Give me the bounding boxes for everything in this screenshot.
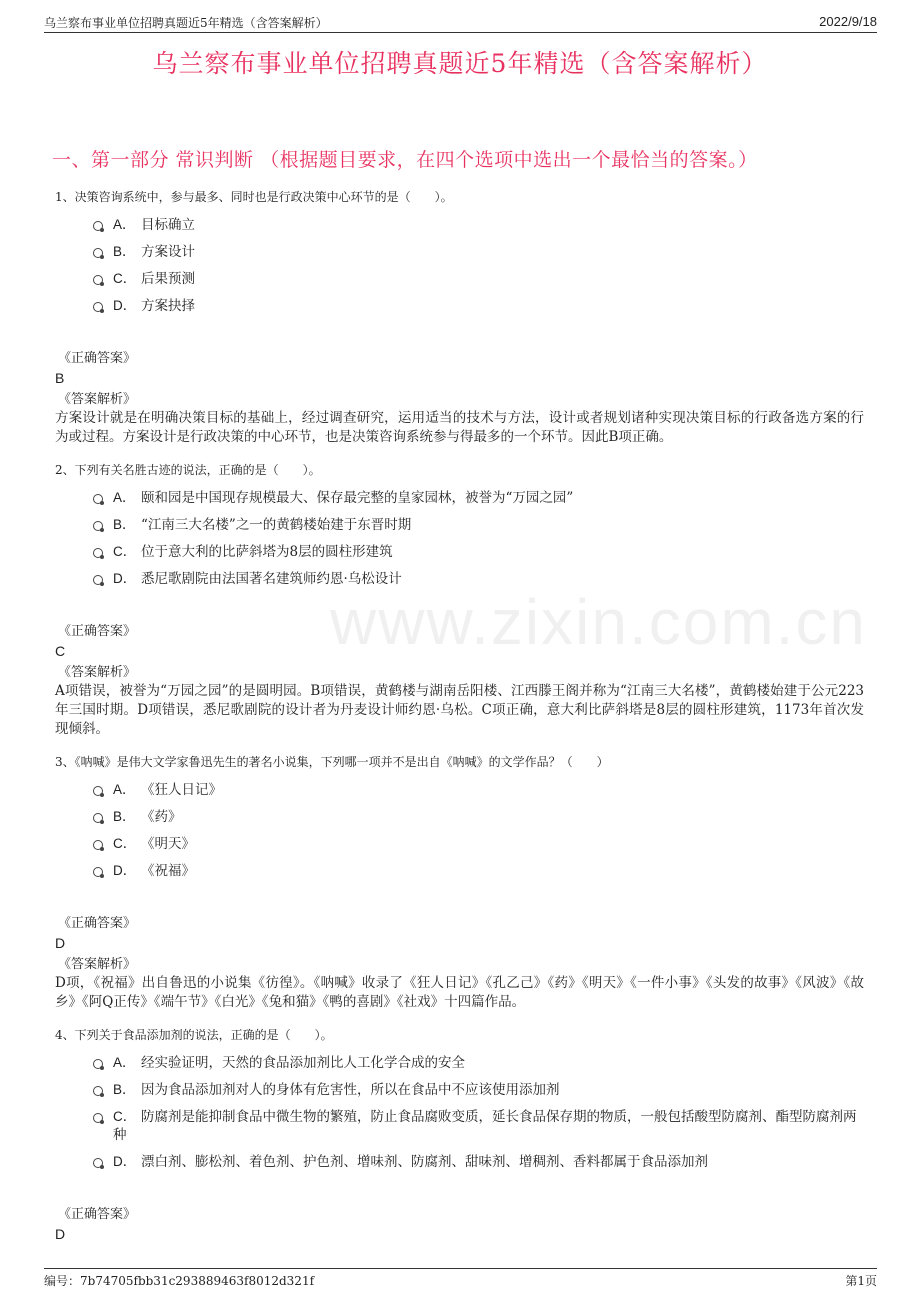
question-list [55, 188, 864, 1247]
option-d[interactable] [93, 297, 864, 315]
correct-answer-value: D [55, 1226, 66, 1242]
option-d[interactable] [93, 862, 864, 880]
question-block [55, 753, 864, 1012]
document-code [44, 1272, 314, 1289]
option-letter: B． [113, 517, 136, 532]
radio-icon[interactable] [93, 302, 103, 312]
correct-answer-value: D [55, 935, 66, 951]
option-letter: A． [113, 490, 136, 505]
explanation-text: D项，《祝福》出自鲁迅的小说集《彷徨》。《呐喊》收录了《狂人日记》《孔乙己》《药》《明天》《一件小事》《头发的故事》《风波》《故乡》《阿Q正传》《端午节》《白光》《兔和猫》《鸭的喜剧》《社戏》十四篇作品。 [55, 975, 864, 1010]
correct-answer-label: 《正确答案》 [58, 916, 137, 931]
page-header [44, 14, 877, 33]
option-text: 因为食品添加剂对人的身体有危害性，所以在食品中不应该使用添加剂 [141, 1082, 560, 1098]
question-text: 2、下列有关名胜古迹的说法，正确的是（ ）。 [55, 463, 321, 477]
explanation-label: 《答案解析》 [58, 665, 137, 680]
correct-answer-value: C [55, 643, 66, 659]
section-title: 一、第一部分 常识判断 （根据题目要求，在四个选项中选出一个最恰当的答案。） [52, 149, 758, 171]
option-text: 《狂人日记》 [141, 782, 222, 798]
option-text: 方案设计 [141, 244, 195, 260]
watermark: www.zixin.com.cn [330, 586, 867, 658]
option-letter: B． [113, 244, 136, 259]
option-a[interactable] [93, 781, 864, 799]
option-text: 防腐剂是能抑制食品中微生物的繁殖，防止食品腐败变质，延长食品保存期的物质，一般包括酸型防腐剂、酯型防腐剂两种 [113, 1109, 857, 1143]
correct-answer-label: 《正确答案》 [58, 351, 137, 366]
radio-icon[interactable] [93, 813, 103, 823]
code-label: 编号： [44, 1274, 81, 1288]
radio-icon[interactable] [93, 1086, 103, 1096]
option-letter: D． [113, 1154, 137, 1169]
radio-icon[interactable] [93, 548, 103, 558]
option-b[interactable] [93, 1081, 864, 1099]
option-letter: A． [113, 1055, 136, 1070]
option-letter: A． [113, 217, 136, 232]
option-d[interactable] [93, 1153, 864, 1171]
option-b[interactable] [93, 516, 864, 534]
option-text: “江南三大名楼”之一的黄鹤楼始建于东晋时期 [141, 517, 412, 533]
option-c[interactable] [93, 543, 864, 561]
radio-icon[interactable] [93, 494, 103, 504]
option-b[interactable] [93, 243, 864, 261]
radio-icon[interactable] [93, 840, 103, 850]
option-text: 漂白剂、膨松剂、着色剂、护色剂、增味剂、防腐剂、甜味剂、增稠剂、香料都属于食品添加剂 [141, 1154, 708, 1170]
option-list [93, 781, 864, 880]
question-block [55, 1026, 864, 1243]
option-letter: C． [113, 836, 137, 851]
option-list [93, 216, 864, 315]
radio-icon[interactable] [93, 1113, 103, 1123]
option-a[interactable] [93, 489, 864, 507]
option-text: 方案抉择 [141, 298, 195, 314]
question-block [55, 188, 864, 447]
page-footer [44, 1268, 877, 1289]
option-b[interactable] [93, 808, 864, 826]
radio-icon[interactable] [93, 1059, 103, 1069]
option-text: 经实验证明，天然的食品添加剂比人工化学合成的安全 [141, 1055, 465, 1071]
question-text: 1、决策咨询系统中，参与最多、同时也是行政决策中心环节的是（ ）。 [55, 190, 453, 204]
header-date: 2022/9/18 [819, 14, 877, 29]
option-text: 悉尼歌剧院由法国著名建筑师约恩·乌松设计 [141, 571, 402, 587]
option-letter: C． [113, 544, 137, 559]
option-c[interactable] [93, 1108, 864, 1144]
code-value: 7b74705fbb31c293889463f8012d321f [80, 1274, 315, 1288]
option-letter: C． [113, 271, 137, 286]
option-text: 后果预测 [141, 271, 195, 287]
page-number: 第1页 [845, 1274, 877, 1288]
radio-icon[interactable] [93, 221, 103, 231]
option-letter: D． [113, 298, 137, 313]
radio-icon[interactable] [93, 275, 103, 285]
option-text: 颐和园是中国现存规模最大、保存最完整的皇家园林，被誉为“万园之园” [141, 490, 574, 506]
radio-icon[interactable] [93, 786, 103, 796]
option-letter: B． [113, 809, 136, 824]
header-doc-title: 乌兰察布事业单位招聘真题近5年精选（含答案解析） [44, 16, 328, 30]
option-letter: B． [113, 1082, 136, 1097]
question-block [55, 461, 864, 739]
correct-answer-label: 《正确答案》 [58, 624, 137, 639]
option-text: 《药》 [141, 809, 182, 825]
option-a[interactable] [93, 1054, 864, 1072]
document-title: 乌兰察布事业单位招聘真题近5年精选（含答案解析） [152, 49, 768, 78]
radio-icon[interactable] [93, 575, 103, 585]
explanation-label: 《答案解析》 [58, 392, 137, 407]
option-text: 《明天》 [141, 836, 195, 852]
option-letter: D． [113, 571, 137, 586]
radio-icon[interactable] [93, 867, 103, 877]
option-c[interactable] [93, 270, 864, 288]
option-letter: D． [113, 863, 137, 878]
correct-answer-label: 《正确答案》 [58, 1207, 137, 1222]
radio-icon[interactable] [93, 521, 103, 531]
radio-icon[interactable] [93, 248, 103, 258]
option-a[interactable] [93, 216, 864, 234]
option-list [93, 489, 864, 588]
option-text: 《祝福》 [141, 863, 195, 879]
option-letter: C． [113, 1109, 137, 1124]
option-letter: A． [113, 782, 136, 797]
question-text: 4、下列关于食品添加剂的说法，正确的是（ ）。 [55, 1028, 333, 1042]
explanation-text: 方案设计就是在明确决策目标的基础上，经过调查研究，运用适当的技术与方法，设计或者规划诸种实现决策目标的行政备选方案的行为或过程。方案设计是行政决策的中心环节，也是决策咨询系统参与得最多的一个环节。因此B项正确。 [55, 410, 864, 445]
explanation-text: A项错误，被誉为“万园之园”的是圆明园。B项错误，黄鹤楼与湖南岳阳楼、江西滕王阁并称为“江南三大名楼”，黄鹤楼始建于公元223年三国时期。D项错误，悉尼歌剧院的设计者为丹麦设计师约恩·乌松。C项正确，意大利比萨斜塔是8层的圆柱形建筑，1173年首次发现倾斜。 [55, 683, 864, 737]
option-text: 目标确立 [141, 217, 195, 233]
explanation-label: 《答案解析》 [58, 957, 137, 972]
option-d[interactable] [93, 570, 864, 588]
radio-icon[interactable] [93, 1158, 103, 1168]
correct-answer-value: B [55, 370, 65, 386]
question-text: 3、《呐喊》是伟大文学家鲁迅先生的著名小说集，下列哪一项并不是出自《呐喊》的文学作品？（ ） [55, 755, 609, 769]
option-list [93, 1054, 864, 1171]
option-text: 位于意大利的比萨斜塔为8层的圆柱形建筑 [141, 544, 393, 560]
option-c[interactable] [93, 835, 864, 853]
